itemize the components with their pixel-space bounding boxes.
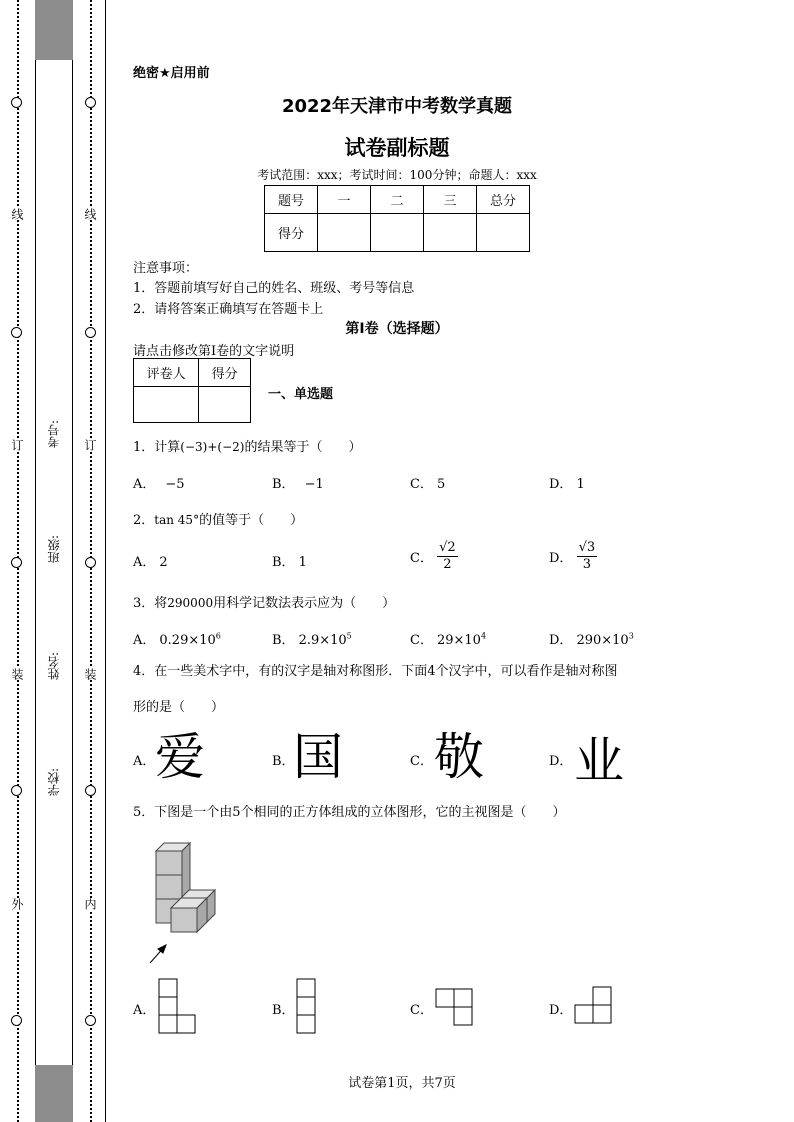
field-label-exam-id: 考号: bbox=[47, 420, 61, 449]
score-header: 总分 bbox=[477, 186, 530, 214]
option-letter: C． bbox=[410, 633, 433, 648]
option-letter: A． bbox=[133, 1003, 156, 1018]
binding-label: 订 bbox=[10, 439, 24, 451]
option-a[interactable] bbox=[133, 551, 168, 570]
view-d-figure bbox=[574, 986, 614, 1026]
question-text: 3．将 bbox=[133, 596, 168, 611]
exam-subtitle: 试卷副标题 bbox=[344, 136, 450, 160]
question-text: 的值等于（ ） bbox=[199, 513, 304, 528]
option-d[interactable] bbox=[549, 540, 597, 573]
option-value: 1 bbox=[576, 477, 585, 492]
score-cell[interactable] bbox=[371, 214, 424, 252]
field-label-name: 姓名: bbox=[47, 652, 61, 681]
option-letter: A． bbox=[133, 633, 156, 648]
exam-info: 考试范围：xxx；考试时间：100分钟；命题人：xxx bbox=[257, 168, 537, 182]
option-letter: B． bbox=[272, 477, 295, 492]
option-b[interactable] bbox=[272, 999, 295, 1018]
score-header: 一 bbox=[318, 186, 371, 214]
part-title: 一、单选题 bbox=[268, 387, 334, 402]
exponent: 6 bbox=[215, 631, 221, 641]
exponent: 4 bbox=[480, 631, 487, 641]
option-value: −5 bbox=[165, 477, 185, 492]
fraction bbox=[577, 540, 598, 573]
question-2 bbox=[133, 509, 303, 528]
option-letter: B． bbox=[272, 633, 295, 648]
page-footer: 试卷第1页，共7页 bbox=[348, 1076, 456, 1091]
option-letter: D． bbox=[549, 1003, 573, 1018]
option-a[interactable] bbox=[133, 999, 155, 1018]
view-a-figure bbox=[158, 978, 198, 1034]
option-a[interactable] bbox=[133, 629, 221, 648]
option-value: 5 bbox=[436, 477, 446, 492]
view-arrow bbox=[150, 945, 166, 963]
question-4-line1: 4．在一些美术字中，有的汉字是轴对称图形．下面4个汉字中，可以看作是轴对称图 bbox=[133, 664, 618, 679]
option-letter: C． bbox=[410, 551, 433, 566]
question-4-line2: 形的是（ ） bbox=[133, 700, 225, 715]
score-cell[interactable] bbox=[477, 214, 530, 252]
binding-label: 装 bbox=[83, 668, 97, 680]
option-letter: C． bbox=[410, 754, 433, 769]
option-letter: D． bbox=[549, 551, 573, 566]
binding-label: 装 bbox=[10, 668, 24, 680]
field-label-school: 学校: bbox=[47, 768, 61, 797]
option-letter: B． bbox=[272, 555, 295, 570]
question-text: 的结果等于（ ） bbox=[244, 440, 362, 455]
grader-header: 评卷人 bbox=[134, 359, 199, 387]
exponent: 3 bbox=[628, 631, 634, 641]
circle-marker bbox=[85, 785, 96, 796]
binding-label: 内 bbox=[83, 898, 97, 910]
option-letter: B． bbox=[272, 754, 295, 769]
question-text: 用科学记数法表示应为（ ） bbox=[213, 596, 396, 611]
option-c[interactable] bbox=[410, 540, 458, 573]
circle-marker bbox=[85, 557, 96, 568]
circle-marker bbox=[85, 1015, 96, 1026]
exam-title: 2022年天津市中考数学真题 bbox=[281, 96, 513, 117]
grader-cell[interactable] bbox=[199, 387, 251, 423]
binding-label: 订 bbox=[83, 439, 97, 451]
question-text: 1．计算 bbox=[133, 440, 181, 455]
binding-label: 外 bbox=[10, 898, 24, 910]
score-cell[interactable] bbox=[318, 214, 371, 252]
view-c-figure bbox=[435, 988, 475, 1028]
option-a[interactable] bbox=[133, 750, 155, 769]
math-expr: tan 45° bbox=[154, 513, 200, 527]
option-letter: B． bbox=[272, 1003, 295, 1018]
circle-marker bbox=[11, 785, 22, 796]
score-row-label: 得分 bbox=[265, 214, 318, 252]
option-value: 2.9×10 bbox=[298, 633, 347, 648]
option-c[interactable] bbox=[410, 473, 445, 492]
option-b[interactable] bbox=[272, 750, 295, 769]
option-b[interactable] bbox=[272, 629, 352, 648]
circle-marker bbox=[11, 557, 22, 568]
score-header: 二 bbox=[371, 186, 424, 214]
fraction-numerator: √3 bbox=[578, 540, 596, 555]
option-b[interactable] bbox=[272, 473, 324, 492]
score-header: 题号 bbox=[265, 186, 318, 214]
option-value: 1 bbox=[298, 555, 307, 570]
score-table bbox=[264, 185, 530, 252]
question-5: 5．下图是一个由5个相同的正方体组成的立体图形，它的主视图是（ ） bbox=[133, 805, 566, 820]
option-a[interactable] bbox=[133, 473, 185, 492]
option-d[interactable] bbox=[549, 750, 572, 769]
option-letter: A． bbox=[133, 754, 156, 769]
score-header: 三 bbox=[424, 186, 477, 214]
option-value: 29×10 bbox=[436, 633, 481, 648]
section-title: 第I卷（选择题） bbox=[345, 321, 449, 337]
option-d[interactable] bbox=[549, 629, 634, 648]
option-letter: C． bbox=[410, 477, 433, 492]
hanzi-guo: 国 bbox=[293, 728, 343, 786]
view-b-figure bbox=[296, 978, 318, 1034]
math-expr: (−3)+(−2) bbox=[180, 440, 245, 454]
score-cell[interactable] bbox=[424, 214, 477, 252]
circle-marker bbox=[11, 1015, 22, 1026]
fraction-denominator: 3 bbox=[582, 557, 591, 572]
hanzi-jing: 敬 bbox=[434, 728, 484, 786]
grader-header: 得分 bbox=[199, 359, 251, 387]
option-value: 0.29×10 bbox=[159, 633, 216, 648]
hanzi-ye: 业 bbox=[574, 732, 624, 790]
gray-block-top bbox=[35, 0, 73, 60]
hanzi-ai: 爱 bbox=[155, 728, 205, 786]
option-letter: A． bbox=[133, 477, 156, 492]
option-c[interactable] bbox=[410, 750, 433, 769]
fraction-denominator: 2 bbox=[443, 557, 452, 572]
option-letter: D． bbox=[549, 477, 573, 492]
option-value: 2 bbox=[159, 555, 168, 570]
note-item: 2．请将答案正确填写在答题卡上 bbox=[133, 302, 324, 317]
option-letter: D． bbox=[549, 633, 573, 648]
option-b[interactable] bbox=[272, 551, 307, 570]
binding-label: 线 bbox=[83, 208, 97, 220]
question-3 bbox=[133, 592, 395, 611]
field-label-class: 班级: bbox=[47, 535, 61, 564]
grader-cell[interactable] bbox=[134, 387, 199, 423]
fraction-numerator: √2 bbox=[439, 540, 456, 555]
cube-figure bbox=[140, 835, 220, 970]
option-letter: D． bbox=[549, 754, 573, 769]
binding-label: 线 bbox=[10, 208, 24, 220]
cube-stack bbox=[156, 843, 215, 932]
section-description: 请点击修改第I卷的文字说明 bbox=[133, 344, 295, 359]
question-1 bbox=[133, 436, 361, 455]
secret-label: 绝密★启用前 bbox=[133, 66, 210, 81]
option-value: −1 bbox=[304, 477, 324, 492]
option-value: 290×10 bbox=[576, 633, 629, 648]
option-letter: A． bbox=[133, 555, 156, 570]
grader-table bbox=[133, 358, 251, 423]
fraction bbox=[437, 540, 458, 573]
question-text: 2． bbox=[133, 513, 155, 528]
math-expr: 290000 bbox=[167, 596, 214, 610]
note-item: 1．答题前填写好自己的姓名、班级、考号等信息 bbox=[133, 281, 415, 296]
option-c[interactable] bbox=[410, 629, 486, 648]
notes-heading: 注意事项： bbox=[133, 261, 199, 276]
option-d[interactable] bbox=[549, 999, 572, 1018]
option-c[interactable] bbox=[410, 999, 433, 1018]
option-letter: C． bbox=[410, 1003, 433, 1018]
option-d[interactable] bbox=[549, 473, 585, 492]
exponent: 5 bbox=[346, 631, 352, 641]
